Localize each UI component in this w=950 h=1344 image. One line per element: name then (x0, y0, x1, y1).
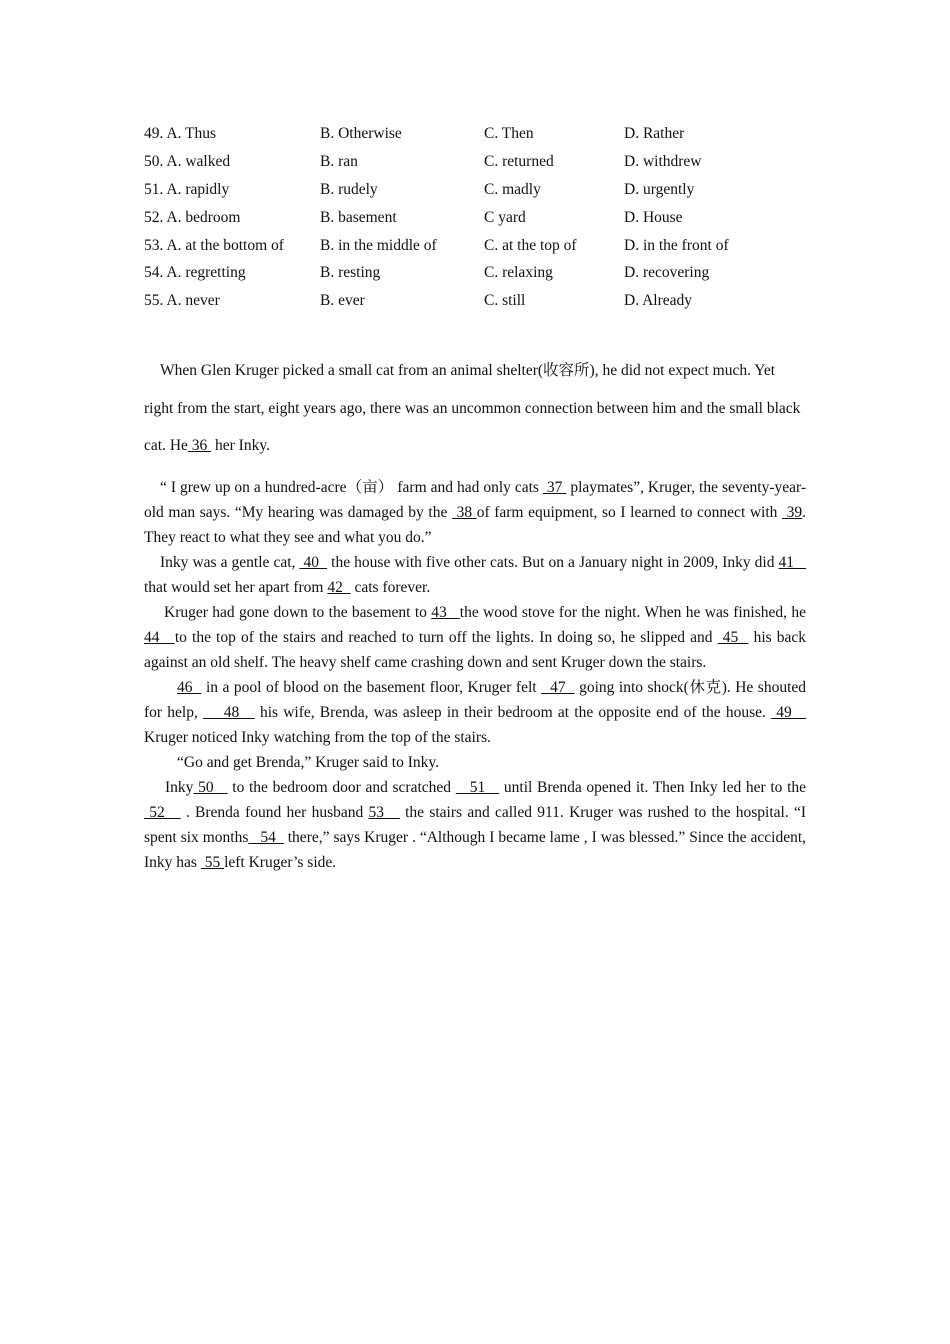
passage-text: there,” says Kruger . “Although I became lame , I was blessed.” Since the accident, Inky has (144, 828, 807, 871)
passage-paragraph-2 (144, 475, 806, 550)
option-49-d: D. Rather (624, 125, 685, 142)
passage-paragraph-4 (144, 600, 806, 675)
option-50-c: C. returned (484, 152, 554, 170)
blank-46: 46 (177, 678, 202, 696)
option-52-b: B. basement (320, 208, 397, 226)
option-row-53 (144, 232, 824, 260)
option-49-b: B. Otherwise (320, 125, 402, 142)
blank-44: 44 (144, 628, 175, 646)
option-51-d: D. urgently (624, 180, 695, 198)
passage-text: until Brenda opened it. Then Inky led her to the (499, 778, 807, 796)
passage-text: of farm equipment, so I learned to connect with (476, 503, 783, 521)
passage-text: “ I grew up on a hundred-acre（亩） farm and had only cats (160, 478, 543, 496)
blank-48: 48 (203, 703, 255, 721)
blank-49: 49 (771, 703, 807, 721)
option-53-b: B. in the middle of (320, 236, 437, 254)
passage-paragraph-3 (144, 550, 806, 600)
option-row-55 (144, 287, 824, 315)
passage-text: . They react to what they see and what you do.” (144, 503, 807, 546)
option-55-d: D. Already (624, 292, 693, 310)
option-53-a: 53. A. at the bottom of (144, 236, 284, 254)
passage-text: When Glen Kruger picked a small cat from an animal shelter(收容所), he did not expect much. Yet right from the start, eight years ago, there was an uncommon connection between him and the small black cat. He (144, 362, 801, 454)
blank-45: 45 (717, 628, 749, 646)
option-50-d: D. withdrew (624, 152, 702, 170)
blank-55: 55 (200, 853, 225, 871)
passage-text: that would set her apart from (144, 578, 328, 596)
blank-36: 36 (187, 437, 212, 454)
passage-text: his wife, Brenda, was asleep in their bedroom at the opposite end of the house. (254, 703, 772, 721)
passage-text: going into shock(休克). He shouted for help, (144, 678, 807, 721)
option-49-c: C. Then (484, 125, 534, 142)
option-54-c: C. relaxing (484, 264, 553, 282)
option-51-a: 51. A. rapidly (144, 180, 230, 198)
option-49-a: 49. A. Thus (144, 125, 217, 142)
passage-text: Inky (165, 778, 194, 796)
cloze-passage (144, 352, 806, 875)
blank-47: 47 (541, 678, 575, 696)
blank-42: 42 (327, 578, 351, 596)
option-row-52 (144, 204, 824, 232)
blank-41: 41 (778, 553, 806, 571)
answer-options-table (144, 120, 824, 315)
option-row-49 (144, 120, 824, 148)
option-row-50 (144, 148, 824, 176)
passage-text: cats forever. (350, 578, 431, 596)
passage-paragraph-1 (144, 352, 806, 465)
passage-paragraph-5 (144, 675, 806, 750)
blank-50: 50 (193, 778, 228, 796)
blank-40: 40 (299, 553, 328, 571)
passage-text: . Brenda found her husband (180, 803, 369, 821)
blank-37: 37 (542, 478, 567, 496)
passage-text: the stairs and called 911. Kruger was rushed to the hospital. “I spent six months (144, 803, 807, 846)
passage-text: the wood stove for the night. When he was finished, he (459, 603, 806, 621)
option-50-a: 50. A. walked (144, 152, 231, 170)
passage-text: Inky was a gentle cat, (160, 553, 300, 571)
passage-text: the house with five other cats. But on a January night in 2009, Inky did (327, 553, 779, 571)
passage-text: left Kruger’s side. (224, 853, 337, 871)
passage-text: her Inky. (211, 437, 270, 454)
option-52-c: C yard (484, 208, 526, 226)
passage-text: “Go and get Brenda,” Kruger said to Inky. (177, 753, 439, 771)
option-54-d: D. recovering (624, 264, 710, 282)
blank-39: 39 (782, 503, 803, 521)
passage-text: to the bedroom door and scratched (227, 778, 456, 796)
option-row-51 (144, 176, 824, 204)
option-50-b: B. ran (320, 152, 358, 170)
blank-51: 51 (455, 778, 500, 796)
option-55-c: C. still (484, 292, 526, 310)
option-55-b: B. ever (320, 292, 365, 310)
option-55-a: 55. A. never (144, 292, 220, 310)
passage-text: playmates”, Kruger, the seventy-year-old man says. “My hearing was damaged by the (144, 478, 807, 521)
passage-text: in a pool of blood on the basement floor, Kruger felt (201, 678, 542, 696)
passage-text: to the top of the stairs and reached to turn off the lights. In doing so, he slipped and (174, 628, 718, 646)
option-53-d: D. in the front of (624, 236, 729, 254)
blank-43: 43 (431, 603, 460, 621)
blank-52: 52 (144, 803, 181, 821)
option-54-a: 54. A. regretting (144, 264, 246, 282)
option-52-d: D. House (624, 208, 683, 226)
option-54-b: B. resting (320, 264, 381, 282)
blank-54: 54 (248, 828, 284, 846)
option-51-c: C. madly (484, 180, 541, 198)
option-53-c: C. at the top of (484, 236, 577, 254)
option-52-a: 52. A. bedroom (144, 208, 241, 226)
passage-paragraph-6 (144, 750, 806, 775)
passage-text: Kruger had gone down to the basement to (164, 603, 432, 621)
option-row-54 (144, 259, 824, 287)
passage-text: his back against an old shelf. The heavy shelf came crashing down and sent Kruger down the stairs. (144, 628, 807, 671)
passage-text: Kruger noticed Inky watching from the top of the stairs. (144, 728, 491, 746)
blank-38: 38 (451, 503, 477, 521)
passage-paragraph-7 (144, 775, 806, 875)
option-51-b: B. rudely (320, 180, 378, 198)
blank-53: 53 (368, 803, 400, 821)
